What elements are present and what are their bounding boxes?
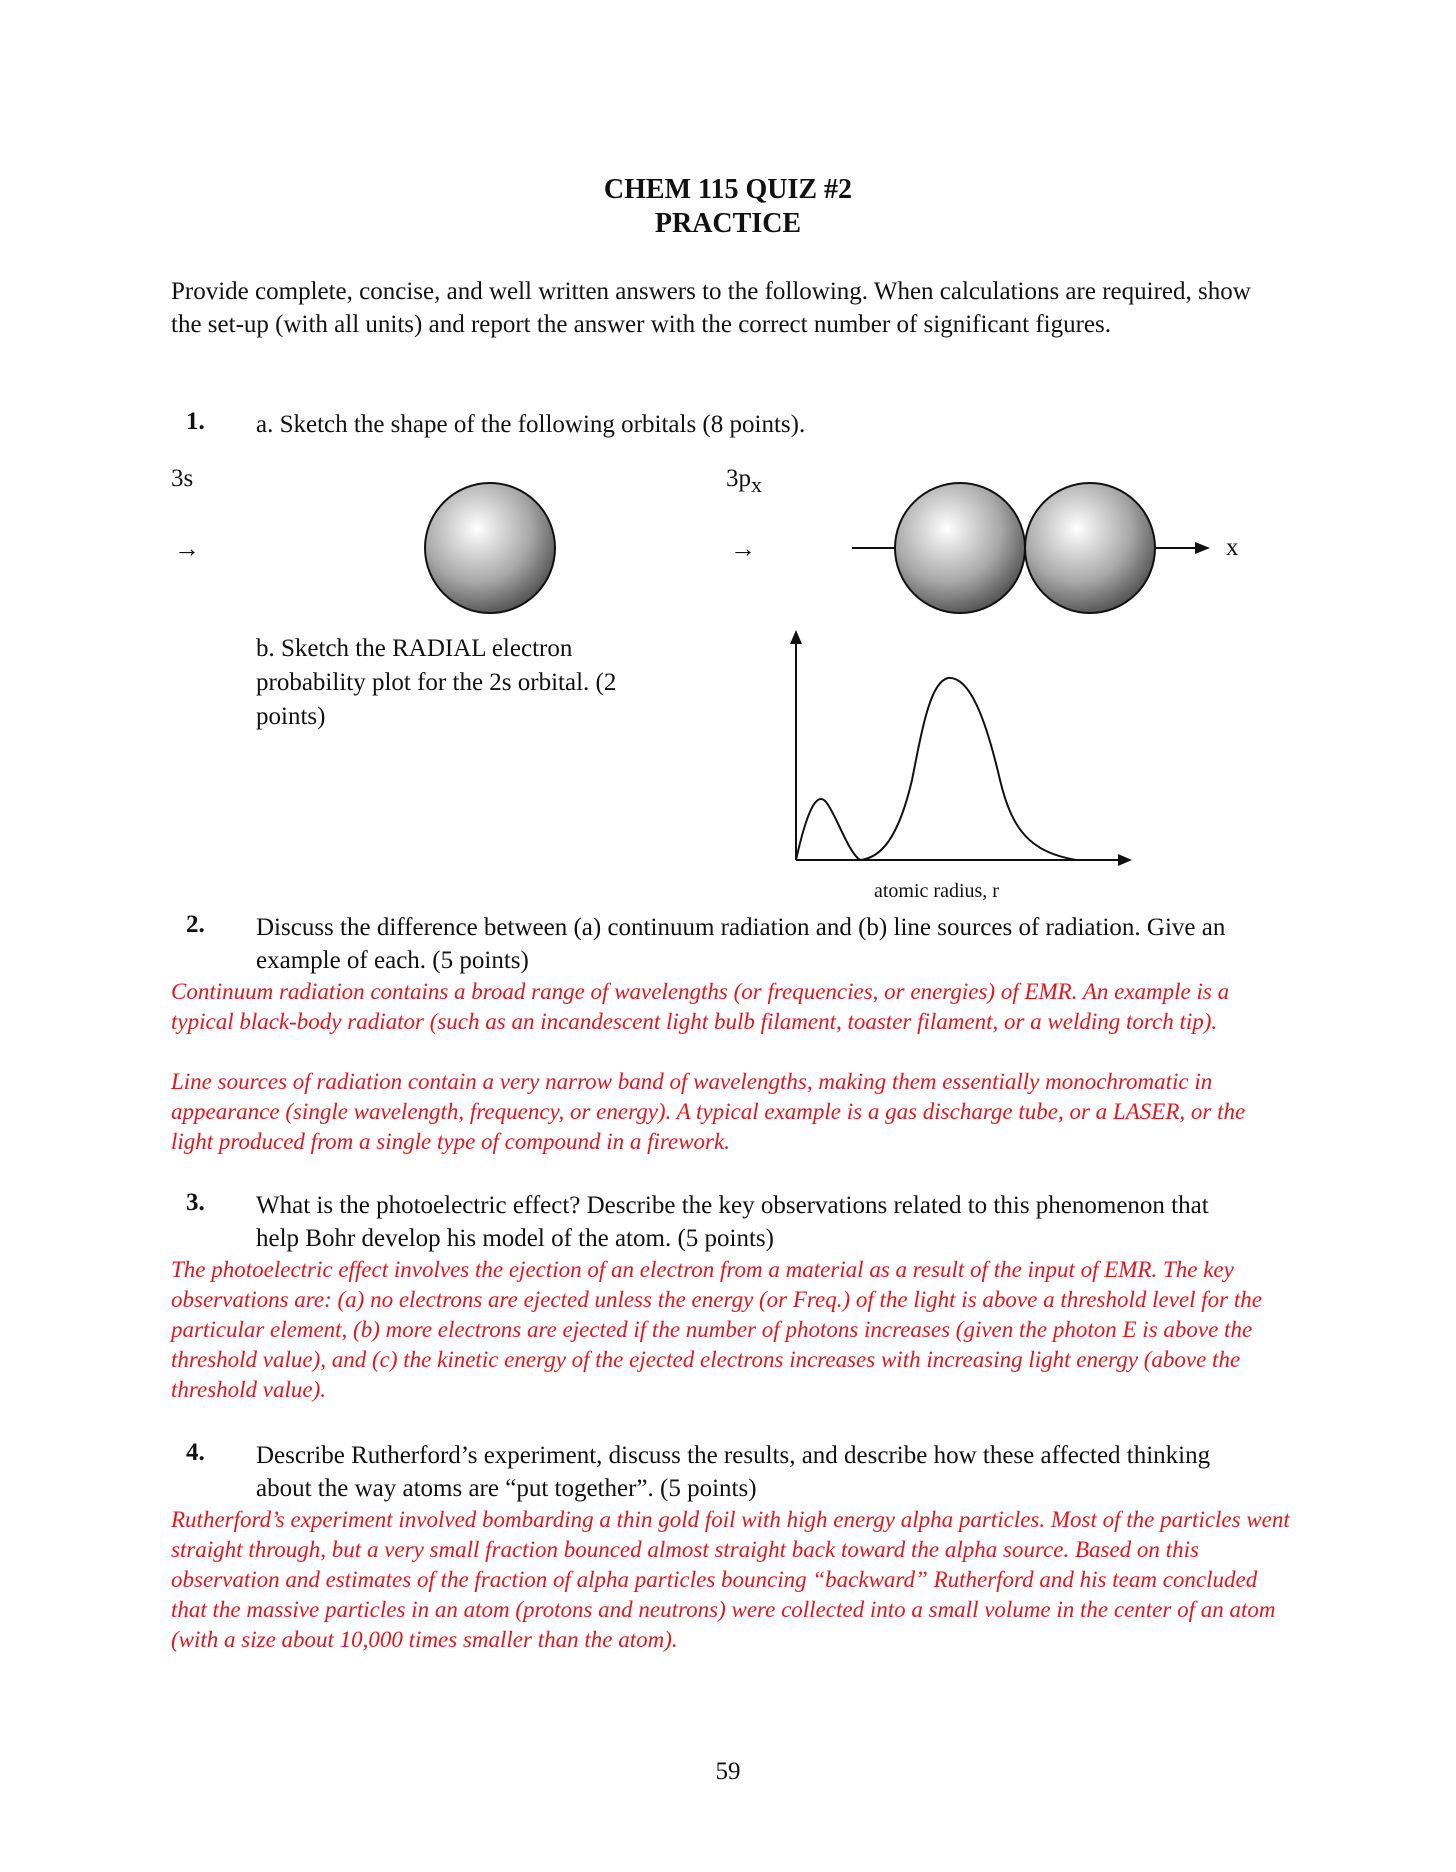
instructions: Provide complete, concise, and well written answers to the following. When calculations are required, show the set-up (with all units) and report the answer with the correct number of significant figures.	[171, 278, 1251, 338]
probability-curve	[796, 678, 1076, 860]
page-subtitle: PRACTICE	[654, 208, 802, 239]
lobe-right-shape	[1025, 483, 1155, 613]
orbital-3px-sketch	[850, 478, 1220, 618]
orbital-3px-label-sub: x	[751, 472, 762, 497]
r-axis-arrowhead-icon	[1118, 854, 1132, 866]
orbital-3s-sketch	[420, 478, 560, 618]
orbital-3px-label	[726, 465, 762, 498]
question-4-number: 4.	[186, 1439, 205, 1466]
sphere-shape	[425, 483, 555, 613]
arrow-icon: →	[730, 534, 756, 563]
question-1a-text: a. Sketch the shape of the following orbitals (8 points).	[256, 411, 806, 438]
question-4-text: Describe Rutherford’s experiment, discuss the results, and describe how these affected thinking about the way atoms are “put together”. (5 points)	[256, 1442, 1211, 1502]
question-3-number: 3.	[186, 1189, 205, 1216]
page-title: CHEM 115 QUIZ #2	[603, 174, 853, 205]
orbital-3s-label: 3s	[171, 465, 194, 492]
y-axis-arrowhead-icon	[790, 630, 802, 644]
arrow-icon: →	[174, 534, 200, 563]
answer-2-continuum: Continuum radiation contains a broad range of wavelengths (or frequencies, or energies) of EMR. An example is a typical black-body radiator (such as an incandescent light bulb filament, toaster filament, or a welding torch tip).	[171, 979, 1230, 1034]
lobe-left-shape	[895, 483, 1025, 613]
x-axis-arrowhead-icon	[1195, 542, 1210, 554]
x-axis-label: x	[1226, 534, 1239, 561]
radial-probability-sketch	[780, 630, 1140, 880]
question-1b-text: b. Sketch the RADIAL electron probability plot for the 2s orbital. (2 points)	[256, 635, 617, 730]
question-2-text: Discuss the difference between (a) continuum radiation and (b) line sources of radiation. Give an example of each. (5 points)	[256, 914, 1226, 974]
answer-2-line-sources: Line sources of radiation contain a very narrow band of wavelengths, making them essentially monochromatic in appearance (single wavelength, frequency, or energy). A typical example is a gas discharge tube, or a LASER, or the light produced from a single type of compound in a firework.	[171, 1069, 1246, 1154]
orbital-3px-label-main: 3p	[726, 465, 751, 492]
answer-4: Rutherford’s experiment involved bombarding a thin gold foil with high energy alpha particles. Most of the particles went straight through, but a very small fraction bounced almost straight back toward the alpha source. Based on this observation and estimates of the fraction of alpha particles bouncing “backward” Rutherford and his team concluded that the massive particles in an atom (protons and neutrons) were collected into a small volume in the center of an atom (with a size about 10,000 times smaller than the atom).	[171, 1507, 1290, 1652]
question-3-text: What is the photoelectric effect? Describe the key observations related to this phenomenon that help Bohr develop his model of the atom. (5 points)	[256, 1192, 1209, 1252]
question-1-number: 1.	[186, 408, 205, 435]
question-2-number: 2.	[186, 911, 205, 938]
answer-3: The photoelectric effect involves the ejection of an electron from a material as a result of the input of EMR. The key observations are: (a) no electrons are ejected unless the energy (or Freq.) of the light is above a threshold level for the particular element, (b) more electrons are ejected if the number of photons increases (given the photon E is above the threshold value), and (c) the kinetic energy of the ejected electrons increases with increasing light energy (above the threshold value).	[171, 1257, 1262, 1402]
plot-xlabel: atomic radius, r	[874, 880, 999, 902]
page-number: 59	[715, 1758, 741, 1785]
